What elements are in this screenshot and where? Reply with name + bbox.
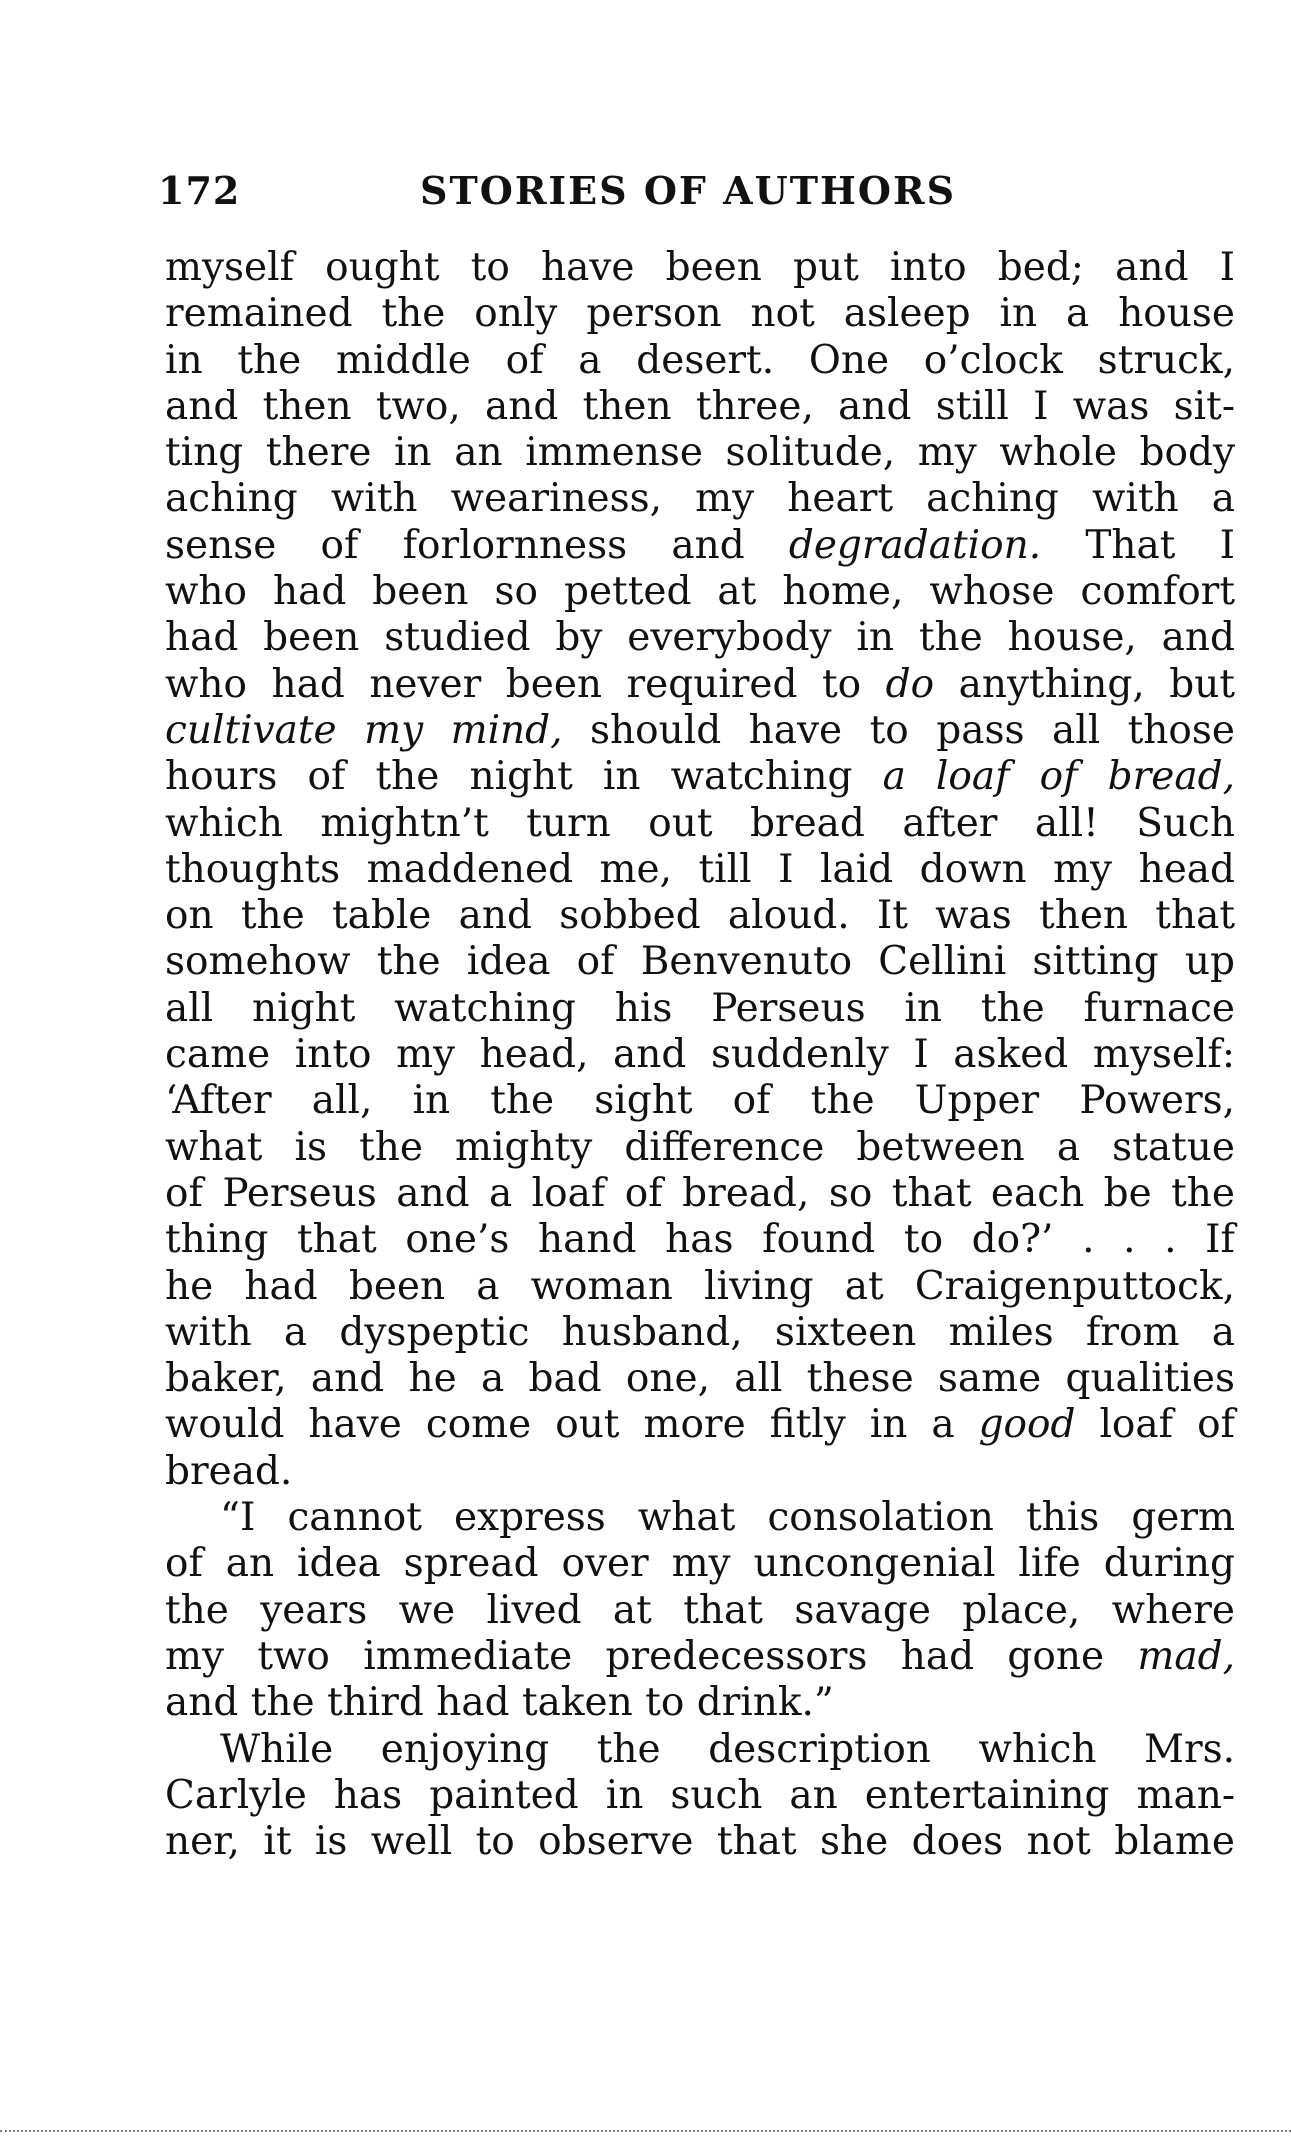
text-line: [165, 1171, 1235, 1217]
text-run: ting there in an immense solitude, my whole body: [165, 430, 1235, 476]
text-line: [165, 569, 1235, 615]
italic-text: degradation.: [788, 522, 1042, 568]
italic-text: mad,: [1137, 1633, 1235, 1679]
text-line: [165, 893, 1235, 939]
text-line: [165, 430, 1235, 476]
text-run: what is the mighty difference between a statue: [165, 1124, 1235, 1170]
text-run: who had been so petted at home, whose comfort: [165, 569, 1235, 615]
text-line: [165, 523, 1235, 569]
text-run: of an idea spread over my uncongenial life during: [165, 1541, 1235, 1587]
text-run: hours of the night in watching: [165, 754, 883, 800]
page-header: [158, 168, 1228, 228]
page-number: 172: [158, 168, 241, 213]
text-run: should have to pass all those: [562, 707, 1236, 753]
text-line: [165, 1541, 1235, 1587]
text-run: would have come out more fitly in a: [165, 1402, 979, 1448]
text-run: baker, and he a bad one, all these same qualities: [165, 1356, 1235, 1402]
italic-text: a loaf of bread,: [882, 754, 1235, 800]
text-line: [165, 847, 1235, 893]
text-line: [165, 1634, 1235, 1680]
text-line: [165, 708, 1235, 754]
text-line: [165, 1773, 1235, 1819]
text-line: [165, 1356, 1235, 1402]
text-run: remained the only person not asleep in a house: [165, 291, 1235, 337]
text-run: ‘After all, in the sight of the Upper Powers,: [165, 1078, 1235, 1124]
text-line: [165, 1078, 1235, 1124]
text-run: somehow the idea of Benvenuto Cellini sitting up: [165, 939, 1235, 985]
text-run: Carlyle has painted in such an entertaining man-: [165, 1772, 1235, 1818]
text-line: [165, 384, 1235, 430]
text-run: and the third had taken to drink.”: [165, 1680, 834, 1726]
running-head: STORIES OF AUTHORS: [420, 168, 957, 213]
text-run: which mightn’t turn out bread after all! Such: [165, 800, 1235, 846]
text-run: myself ought to have been put into bed; and I: [165, 245, 1235, 290]
body-text: [165, 245, 1235, 1865]
text-line: [165, 1680, 1235, 1726]
text-line: [165, 1264, 1235, 1310]
text-run: ner, it is well to observe that she does not blame: [165, 1819, 1235, 1865]
text-run: of Perseus and a loaf of bread, so that each be the: [165, 1170, 1235, 1216]
text-run: aching with weariness, my heart aching with a: [165, 476, 1235, 522]
text-run: my two immediate predecessors had gone: [165, 1633, 1138, 1679]
text-line: [165, 1495, 1235, 1541]
text-line: [165, 986, 1235, 1032]
page-bottom-edge: [0, 2130, 1291, 2132]
text-line: [165, 1125, 1235, 1171]
text-run: sense of forlornness and: [165, 522, 789, 568]
text-line: [165, 338, 1235, 384]
text-line: [165, 476, 1235, 522]
text-run: loaf of: [1075, 1402, 1235, 1448]
text-run: That I: [1041, 522, 1235, 568]
text-run: While enjoying the description which Mrs.: [220, 1726, 1235, 1772]
text-line: [165, 1727, 1235, 1773]
text-line: [165, 1402, 1235, 1448]
text-line: [165, 245, 1235, 291]
text-line: [165, 801, 1235, 847]
text-line: [165, 662, 1235, 708]
text-line: [165, 1310, 1235, 1356]
text-run: in the middle of a desert. One o’clock struck,: [165, 337, 1235, 383]
text-run: all night watching his Perseus in the furnace: [165, 985, 1235, 1031]
text-run: the years we lived at that savage place, where: [165, 1587, 1235, 1633]
text-run: on the table and sobbed aloud. It was then that: [165, 893, 1235, 939]
text-run: “I cannot express what consolation this germ: [220, 1495, 1235, 1541]
italic-text: do: [885, 661, 935, 707]
text-run: had been studied by everybody in the house, and: [165, 615, 1235, 661]
text-run: with a dyspeptic husband, sixteen miles from a: [165, 1309, 1235, 1355]
text-run: bread.: [165, 1448, 293, 1494]
text-run: he had been a woman living at Craigenputtock,: [165, 1263, 1235, 1309]
text-line: [165, 1449, 1235, 1495]
text-run: came into my head, and suddenly I asked myself:: [165, 1032, 1235, 1078]
text-line: [165, 754, 1235, 800]
text-run: anything, but: [934, 661, 1235, 707]
text-run: and then two, and then three, and still I was sit-: [165, 383, 1235, 429]
text-line: [165, 291, 1235, 337]
text-line: [165, 1217, 1235, 1263]
text-run: thing that one’s hand has found to do?’ . . . If: [165, 1217, 1235, 1263]
italic-text: cultivate my mind,: [165, 707, 563, 753]
text-line: [165, 1032, 1235, 1078]
italic-text: good: [978, 1402, 1076, 1448]
text-line: [165, 939, 1235, 985]
text-line: [165, 1588, 1235, 1634]
text-run: thoughts maddened me, till I laid down my head: [165, 846, 1235, 892]
text-run: who had never been required to: [165, 661, 886, 707]
text-line: [165, 1819, 1235, 1865]
text-line: [165, 615, 1235, 661]
